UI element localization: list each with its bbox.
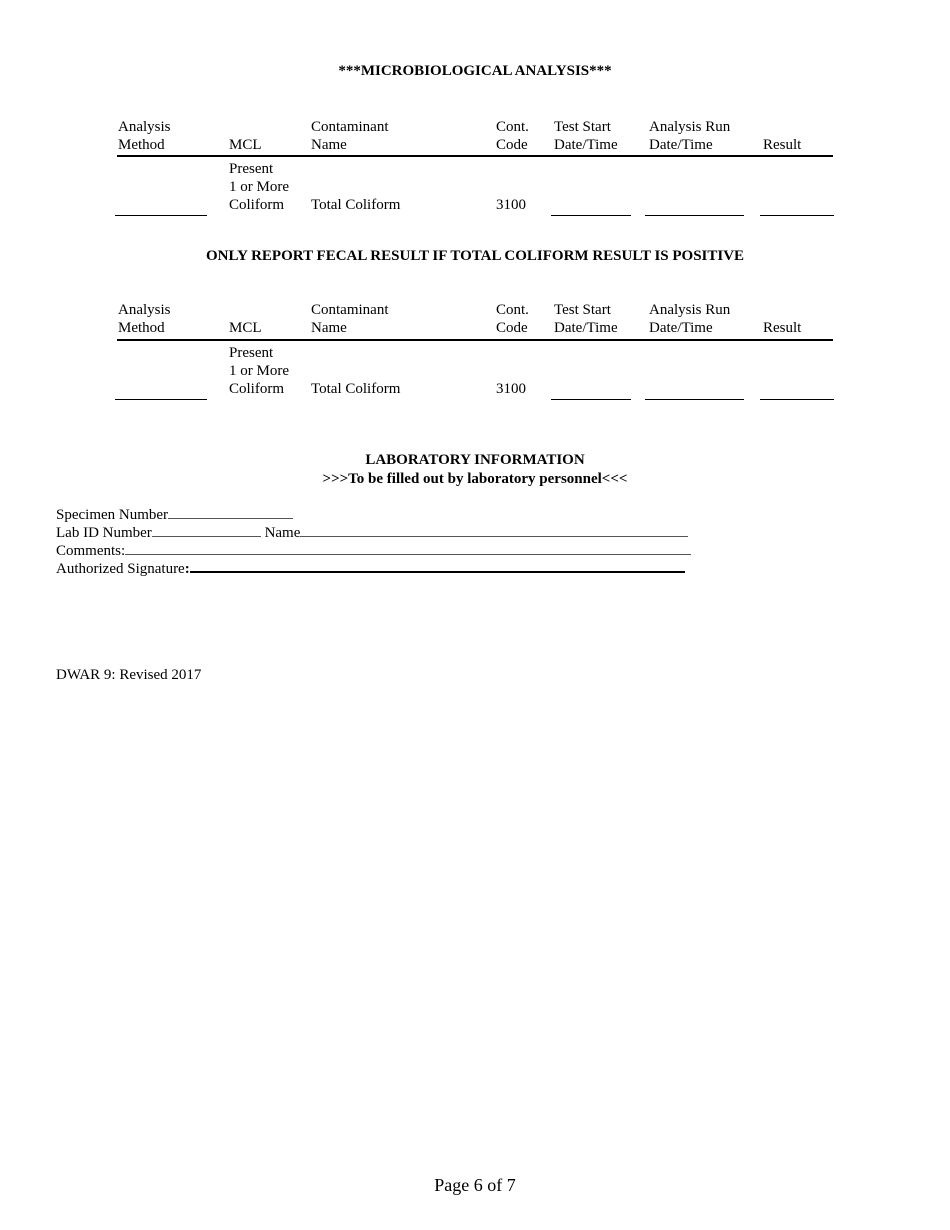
col-header-cont-code: Cont. Code (496, 302, 529, 336)
contaminant-name-value: Total Coliform (311, 197, 401, 213)
name-field[interactable] (300, 523, 688, 537)
analysis-run-field[interactable] (645, 215, 744, 216)
col-header-contaminant-name: Contaminant Name (311, 302, 389, 336)
mcl-value: Present 1 or More Coliform (229, 161, 289, 213)
test-start-field[interactable] (551, 215, 631, 216)
col-header-analysis-method: Analysis Method (118, 302, 171, 336)
mcl-value: Present 1 or More Coliform (229, 345, 289, 397)
analysis-method-field[interactable] (115, 215, 207, 216)
signature-label: Authorized Signature (56, 561, 185, 577)
lab-info-subtitle: >>>To be filled out by laboratory personnel<<< (322, 471, 628, 487)
col-header-analysis-run: Analysis Run Date/Time (649, 302, 731, 336)
col-header-test-start: Test Start Date/Time (554, 119, 618, 153)
col-header-mcl: MCL (229, 137, 262, 153)
result-field[interactable] (760, 399, 834, 400)
lab-id-field[interactable] (152, 523, 261, 537)
lab-id-label: Lab ID Number (56, 525, 152, 541)
result-field[interactable] (760, 215, 834, 216)
col-header-contaminant-name: Contaminant Name (311, 119, 389, 153)
cont-code-value: 3100 (496, 197, 526, 213)
col-header-cont-code: Cont. Code (496, 119, 529, 153)
page-number: Page 6 of 7 (434, 1175, 516, 1195)
specimen-number-row (56, 505, 293, 524)
analysis-run-field[interactable] (645, 399, 744, 400)
comments-field[interactable] (125, 541, 691, 555)
col-header-mcl: MCL (229, 320, 262, 336)
test-start-field[interactable] (551, 399, 631, 400)
col-header-result: Result (763, 137, 802, 153)
col-header-result: Result (763, 320, 802, 336)
col-header-test-start: Test Start Date/Time (554, 302, 618, 336)
header-rule (117, 339, 833, 341)
col-header-analysis-method: Analysis Method (118, 119, 171, 153)
lab-id-row (56, 523, 688, 542)
header-rule (117, 155, 833, 157)
comments-label: Comments: (56, 543, 126, 559)
specimen-number-label: Specimen Number (56, 507, 169, 523)
specimen-number-field[interactable] (168, 505, 293, 519)
section-title: ***MICROBIOLOGICAL ANALYSIS*** (338, 63, 612, 79)
signature-colon: : (184, 561, 190, 577)
name-label: Name (264, 525, 301, 541)
signature-field[interactable] (190, 559, 685, 573)
contaminant-name-value: Total Coliform (311, 381, 401, 397)
col-header-analysis-run: Analysis Run Date/Time (649, 119, 731, 153)
comments-row (56, 541, 691, 560)
cont-code-value: 3100 (496, 381, 526, 397)
fecal-result-notice: ONLY REPORT FECAL RESULT IF TOTAL COLIFORM RESULT IS POSITIVE (205, 248, 745, 264)
lab-info-title: LABORATORY INFORMATION (365, 452, 585, 468)
signature-row (56, 559, 685, 578)
analysis-method-field[interactable] (115, 399, 207, 400)
form-id: DWAR 9: Revised 2017 (56, 667, 202, 683)
